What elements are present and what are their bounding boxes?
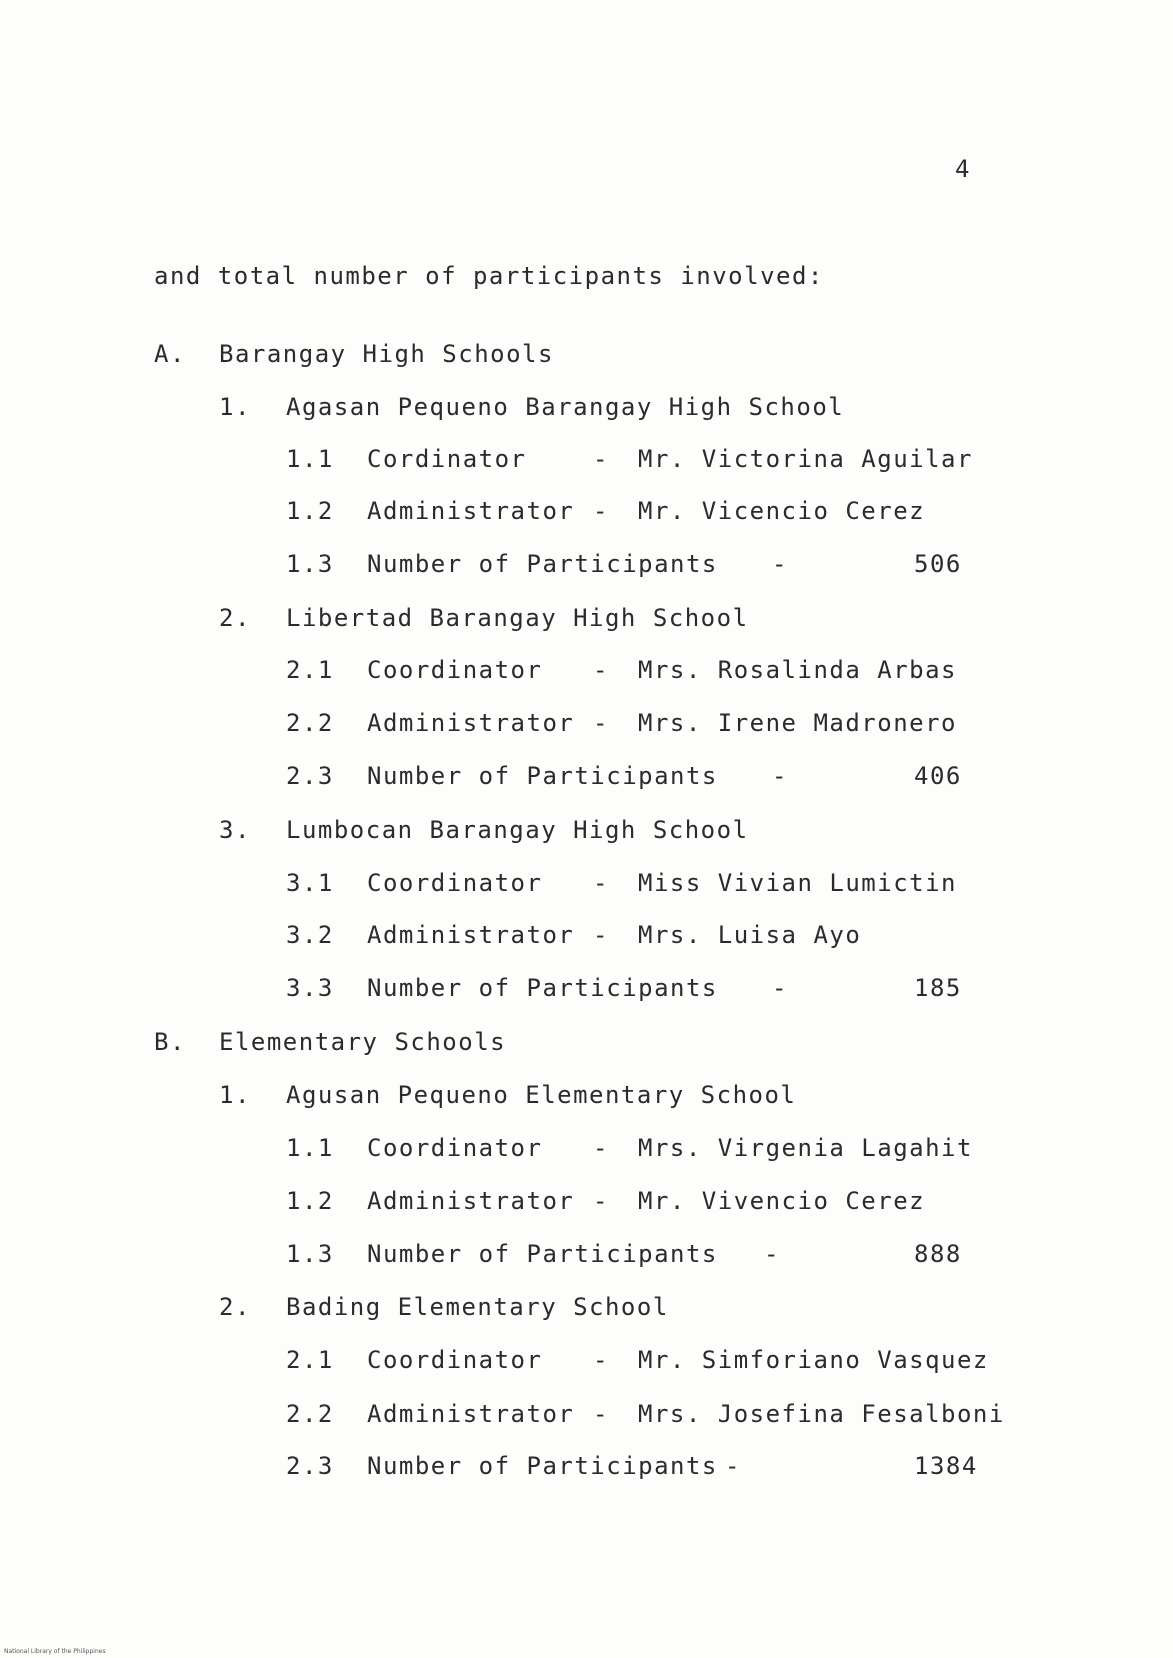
item-number: 2.2 <box>286 709 334 737</box>
administrator-name: Mrs. Irene Madronero <box>638 709 957 737</box>
intro-text: and total number of participants involved: <box>154 262 824 290</box>
coordinator-label: Coordinator <box>367 1346 543 1374</box>
item-number: 2.3 <box>286 1452 334 1480</box>
dash: - <box>593 445 609 473</box>
item-number: 1.1 <box>286 1134 334 1162</box>
administrator-label: Administrator <box>367 921 575 949</box>
participants-count: 185 <box>914 974 962 1002</box>
dash: - <box>593 921 609 949</box>
administrator-label: Administrator <box>367 1187 575 1215</box>
coordinator-label: Coordinator <box>367 1134 543 1162</box>
coordinator-label: Cordinator <box>367 445 527 473</box>
participants-count: 1384 <box>914 1452 978 1480</box>
dash: - <box>593 869 609 897</box>
school-name: Agusan Pequeno Elementary School <box>286 1081 797 1109</box>
dash: - <box>772 550 788 578</box>
administrator-name: Mr. Vivencio Cerez <box>638 1187 926 1215</box>
participants-label: Number of Participants <box>367 762 718 790</box>
administrator-name: Mrs. Luisa Ayo <box>638 921 862 949</box>
dash: - <box>772 974 788 1002</box>
participants-label: Number of Participants <box>367 974 718 1002</box>
dash: - <box>593 1187 609 1215</box>
administrator-label: Administrator <box>367 497 575 525</box>
administrator-label: Administrator <box>367 1400 575 1428</box>
coordinator-name: Miss Vivian Lumictin <box>638 869 957 897</box>
item-number: 1.2 <box>286 497 334 525</box>
item-number: 2.2 <box>286 1400 334 1428</box>
dash: - <box>593 497 609 525</box>
participants-count: 888 <box>914 1240 962 1268</box>
participants-count: 506 <box>914 550 962 578</box>
item-number: 1.3 <box>286 550 334 578</box>
coordinator-name: Mr. Simforiano Vasquez <box>638 1346 989 1374</box>
participants-count: 406 <box>914 762 962 790</box>
item-number: 2.3 <box>286 762 334 790</box>
coordinator-label: Coordinator <box>367 869 543 897</box>
administrator-label: Administrator <box>367 709 575 737</box>
dash: - <box>725 1452 741 1480</box>
item-number: 1.1 <box>286 445 334 473</box>
participants-label: Number of Participants <box>367 550 718 578</box>
item-number: 3.2 <box>286 921 334 949</box>
school-number: 2. <box>219 1293 251 1321</box>
coordinator-name: Mrs. Rosalinda Arbas <box>638 656 957 684</box>
dash: - <box>593 709 609 737</box>
school-name: Libertad Barangay High School <box>286 604 749 632</box>
section-title: Elementary Schools <box>219 1028 507 1056</box>
item-number: 3.1 <box>286 869 334 897</box>
participants-label: Number of Participants <box>367 1452 718 1480</box>
section-title: Barangay High Schools <box>219 340 554 368</box>
scan-footer: National Library of the Philippines <box>4 1648 106 1655</box>
item-number: 2.1 <box>286 1346 334 1374</box>
item-number: 3.3 <box>286 974 334 1002</box>
page-number: 4 <box>955 155 971 183</box>
coordinator-name: Mr. Victorina Aguilar <box>638 445 973 473</box>
coordinator-name: Mrs. Virgenia Lagahit <box>638 1134 973 1162</box>
item-number: 2.1 <box>286 656 334 684</box>
school-name: Agasan Pequeno Barangay High School <box>286 393 845 421</box>
administrator-name: Mr. Vicencio Cerez <box>638 497 926 525</box>
coordinator-label: Coordinator <box>367 656 543 684</box>
dash: - <box>764 1240 780 1268</box>
dash: - <box>593 1134 609 1162</box>
dash: - <box>593 1346 609 1374</box>
school-name: Lumbocan Barangay High School <box>286 816 749 844</box>
section-letter: B. <box>154 1028 186 1056</box>
item-number: 1.2 <box>286 1187 334 1215</box>
participants-label: Number of Participants <box>367 1240 718 1268</box>
administrator-name: Mrs. Josefina Fesalboni <box>638 1400 1005 1428</box>
dash: - <box>593 656 609 684</box>
school-number: 3. <box>219 816 251 844</box>
school-name: Bading Elementary School <box>286 1293 669 1321</box>
dash: - <box>772 762 788 790</box>
school-number: 1. <box>219 1081 251 1109</box>
school-number: 1. <box>219 393 251 421</box>
school-number: 2. <box>219 604 251 632</box>
dash: - <box>593 1400 609 1428</box>
item-number: 1.3 <box>286 1240 334 1268</box>
section-letter: A. <box>154 340 186 368</box>
